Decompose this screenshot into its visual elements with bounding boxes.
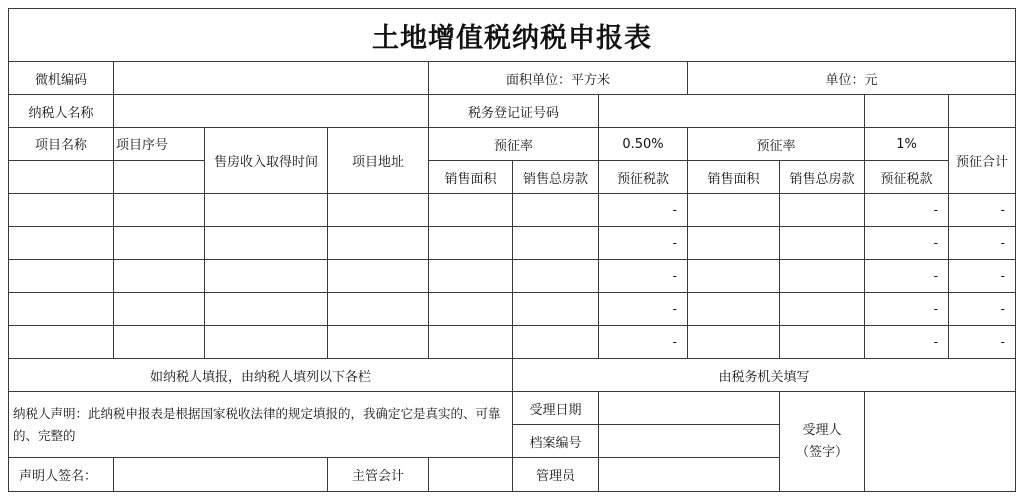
cell-project-name[interactable] xyxy=(9,293,114,326)
form-table xyxy=(8,61,1016,492)
cell-sales-area-1[interactable] xyxy=(429,293,513,326)
table-row xyxy=(9,326,1016,359)
file-no-label: 档案编号 xyxy=(513,425,599,458)
accept-date-value[interactable] xyxy=(599,392,780,425)
prepay-tax-1-header: 预征税款 xyxy=(599,161,688,194)
cell-address[interactable] xyxy=(328,227,429,260)
cell-sales-total-2[interactable] xyxy=(780,326,865,359)
cell-prepay-tax-2[interactable]: - xyxy=(865,293,949,326)
cell-sales-total-1[interactable] xyxy=(513,260,599,293)
prepay-rate-1-value: 0.50% xyxy=(599,128,688,161)
cell-sales-total-2[interactable] xyxy=(780,293,865,326)
cell-prepay-tax-1[interactable]: - xyxy=(599,194,688,227)
micro-code-label: 微机编码 xyxy=(9,62,114,95)
cell-project-name[interactable] xyxy=(9,260,114,293)
currency-unit-label: 单位：元 xyxy=(688,62,1016,95)
cell-sales-total-2[interactable] xyxy=(780,227,865,260)
table-row xyxy=(9,194,1016,227)
cell-sales-total-2[interactable] xyxy=(780,194,865,227)
cell-sales-area-2[interactable] xyxy=(688,293,780,326)
prepay-total-header: 预征合计 xyxy=(949,128,1016,194)
cell-project-name[interactable] xyxy=(9,227,114,260)
cell-sales-total-2[interactable] xyxy=(780,260,865,293)
file-no-value[interactable] xyxy=(599,425,780,458)
acceptor-label xyxy=(780,392,865,492)
sales-area-2-header: 销售面积 xyxy=(688,161,780,194)
cell-income-time[interactable] xyxy=(205,227,328,260)
cell-sales-total-1[interactable] xyxy=(513,293,599,326)
prepay-rate-1-label: 预征率 xyxy=(429,128,599,161)
cell-sales-area-2[interactable] xyxy=(688,194,780,227)
cell-prepay-total[interactable]: - xyxy=(949,326,1016,359)
prepay-tax-2-header: 预征税款 xyxy=(865,161,949,194)
table-row xyxy=(9,227,1016,260)
cell-address[interactable] xyxy=(328,326,429,359)
sales-total-1-header: 销售总房款 xyxy=(513,161,599,194)
tax-return-form xyxy=(8,8,1016,498)
cell-income-time[interactable] xyxy=(205,293,328,326)
cell-sales-total-1[interactable] xyxy=(513,326,599,359)
administrator-label: 管理员 xyxy=(513,458,599,492)
cell-sales-total-1[interactable] xyxy=(513,227,599,260)
table-row xyxy=(9,293,1016,326)
cell-prepay-total[interactable]: - xyxy=(949,293,1016,326)
cell-prepay-tax-2[interactable]: - xyxy=(865,227,949,260)
cell-address[interactable] xyxy=(328,194,429,227)
sales-area-1-header: 销售面积 xyxy=(429,161,513,194)
cell-project-name[interactable] xyxy=(9,326,114,359)
project-name-subcell xyxy=(9,161,114,194)
cell-project-seq[interactable] xyxy=(114,260,205,293)
cell-project-name[interactable] xyxy=(9,194,114,227)
cell-prepay-tax-1[interactable]: - xyxy=(599,293,688,326)
cell-address[interactable] xyxy=(328,293,429,326)
cell-project-seq[interactable] xyxy=(114,194,205,227)
cell-prepay-total[interactable]: - xyxy=(949,194,1016,227)
taxpayer-name-value[interactable] xyxy=(114,95,429,128)
cell-sales-area-1[interactable] xyxy=(429,326,513,359)
table-row xyxy=(9,260,1016,293)
chief-accountant-label: 主管会计 xyxy=(328,458,429,492)
chief-accountant-value[interactable] xyxy=(429,458,513,492)
project-seq-subcell xyxy=(114,161,205,194)
cell-sales-area-2[interactable] xyxy=(688,227,780,260)
prepay-rate-2-value: 1% xyxy=(865,128,949,161)
cell-sales-area-1[interactable] xyxy=(429,227,513,260)
form-title: 土地增值税纳税申报表 xyxy=(372,23,652,54)
prepay-rate-2-label: 预征率 xyxy=(688,128,865,161)
cell-prepay-total[interactable]: - xyxy=(949,260,1016,293)
acceptor-sign-text: （签字） xyxy=(795,444,848,460)
sale-income-time-header: 售房收入取得时间 xyxy=(205,128,328,194)
cell-sales-area-1[interactable] xyxy=(429,194,513,227)
cell-project-seq[interactable] xyxy=(114,326,205,359)
project-seq-header: 项目序号 xyxy=(114,128,205,161)
sales-total-2-header: 销售总房款 xyxy=(780,161,865,194)
cell-address[interactable] xyxy=(328,260,429,293)
cell-prepay-tax-2[interactable]: - xyxy=(865,260,949,293)
declarant-sign-value[interactable] xyxy=(114,458,328,492)
tax-office-fill-heading: 由税务机关填写 xyxy=(513,359,1016,392)
project-name-header: 项目名称 xyxy=(9,128,114,161)
taxpayer-declaration: 纳税人声明：此纳税申报表是根据国家税收法律的规定填报的，我确定它是真实的、可靠的、完整的 xyxy=(9,392,513,458)
cell-sales-area-2[interactable] xyxy=(688,326,780,359)
tax-reg-no-value[interactable] xyxy=(599,95,865,128)
acceptor-text: 受理人 xyxy=(802,422,842,438)
area-unit-label: 面积单位：平方米 xyxy=(429,62,688,95)
cell-prepay-tax-2[interactable]: - xyxy=(865,326,949,359)
cell-prepay-tax-2[interactable]: - xyxy=(865,194,949,227)
micro-code-value[interactable] xyxy=(114,62,429,95)
project-address-header: 项目地址 xyxy=(328,128,429,194)
cell-sales-area-2[interactable] xyxy=(688,260,780,293)
form-title-cell xyxy=(8,8,1016,62)
cell-prepay-tax-1[interactable]: - xyxy=(599,326,688,359)
cell-income-time[interactable] xyxy=(205,194,328,227)
cell-project-seq[interactable] xyxy=(114,227,205,260)
cell-prepay-total[interactable]: - xyxy=(949,227,1016,260)
cell-prepay-tax-1[interactable]: - xyxy=(599,260,688,293)
accept-date-label: 受理日期 xyxy=(513,392,599,425)
tax-reg-no-extra[interactable] xyxy=(949,95,1016,128)
cell-project-seq[interactable] xyxy=(114,293,205,326)
cell-income-time[interactable] xyxy=(205,326,328,359)
cell-income-time[interactable] xyxy=(205,260,328,293)
administrator-value[interactable] xyxy=(599,458,780,492)
taxpayer-fill-heading: 如纳税人填报，由纳税人填列以下各栏 xyxy=(9,359,513,392)
tax-reg-no-label: 税务登记证号码 xyxy=(429,95,599,128)
acceptor-signature[interactable] xyxy=(865,392,1016,492)
declarant-sign-label: 声明人签名： xyxy=(9,458,114,492)
cell-sales-area-1[interactable] xyxy=(429,260,513,293)
cell-prepay-tax-1[interactable]: - xyxy=(599,227,688,260)
cell-sales-total-1[interactable] xyxy=(513,194,599,227)
taxpayer-name-label: 纳税人名称 xyxy=(9,95,114,128)
tax-reg-no-extra[interactable] xyxy=(865,95,949,128)
